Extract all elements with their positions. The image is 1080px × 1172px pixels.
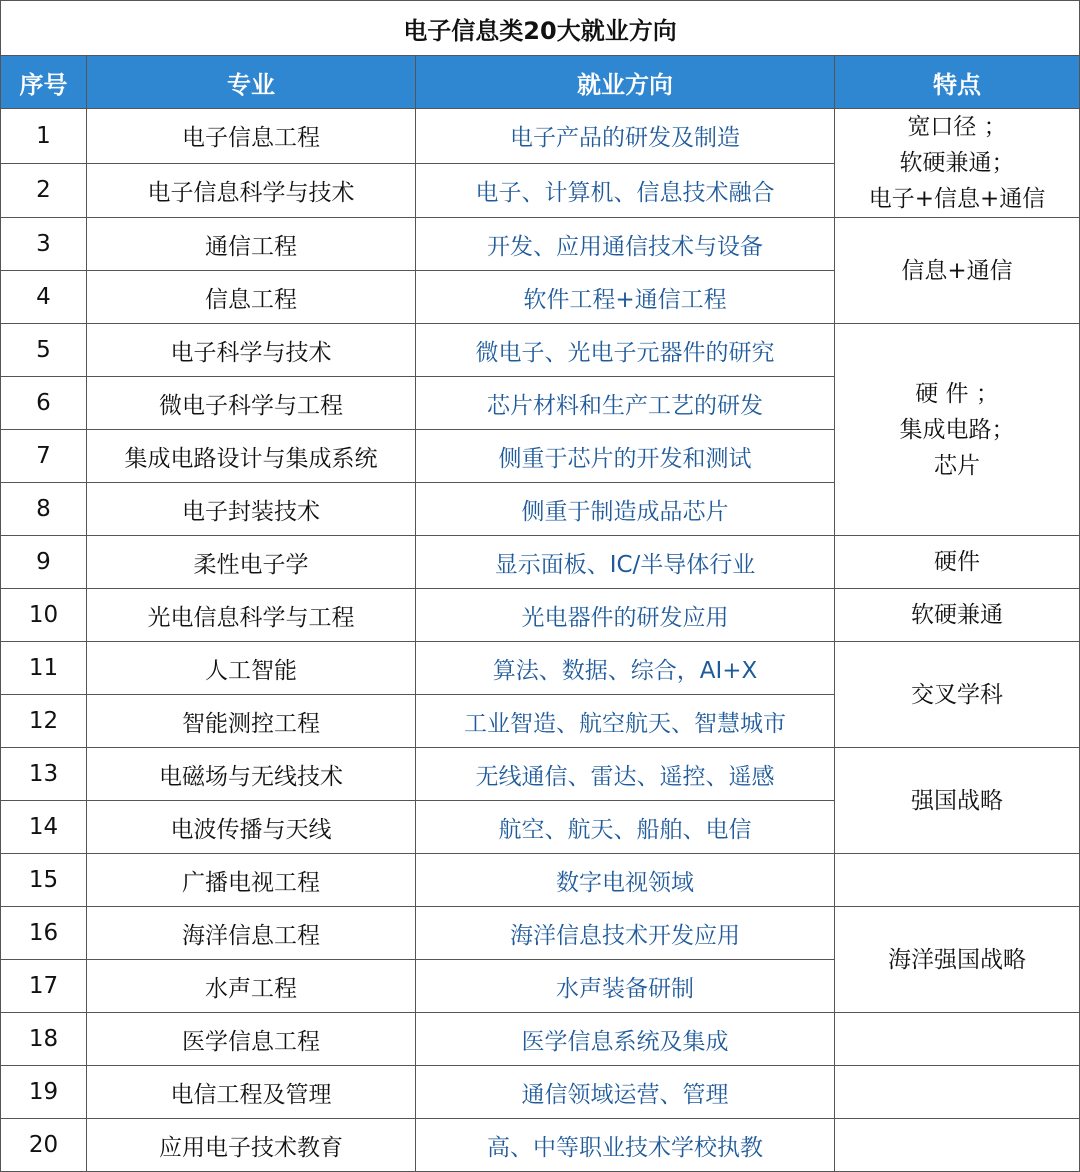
row-direction: 数字电视领域	[416, 854, 835, 907]
feature-cell	[835, 1066, 1080, 1119]
row-major: 电子封装技术	[87, 483, 416, 536]
table-row	[1, 1013, 1080, 1066]
table-row	[1, 854, 1080, 907]
row-direction: 芯片材料和生产工艺的研发	[416, 377, 835, 430]
row-major: 集成电路设计与集成系统	[87, 430, 416, 483]
row-major: 光电信息科学与工程	[87, 589, 416, 642]
row-number: 8	[1, 483, 87, 536]
row-number: 11	[1, 642, 87, 695]
row-number: 20	[1, 1119, 87, 1172]
row-major: 电子信息工程	[87, 109, 416, 164]
row-major: 电信工程及管理	[87, 1066, 416, 1119]
feature-cell: 海洋强国战略	[835, 907, 1080, 1013]
row-direction: 软件工程+通信工程	[416, 271, 835, 324]
row-major: 水声工程	[87, 960, 416, 1013]
row-direction: 工业智造、航空航天、智慧城市	[416, 695, 835, 748]
feature-cell: 软硬兼通	[835, 589, 1080, 642]
row-direction: 侧重于芯片的开发和测试	[416, 430, 835, 483]
row-direction: 微电子、光电子元器件的研究	[416, 324, 835, 377]
feature-line: 集成电路；	[899, 416, 1015, 443]
feature-line: 宽口径 ；	[907, 114, 1007, 140]
row-direction: 航空、航天、船舶、电信	[416, 801, 835, 854]
row-direction: 侧重于制造成品芯片	[416, 483, 835, 536]
row-number: 19	[1, 1066, 87, 1119]
row-number: 18	[1, 1013, 87, 1066]
row-direction: 无线通信、雷达、遥控、遥感	[416, 748, 835, 801]
row-major: 通信工程	[87, 218, 416, 271]
row-number: 15	[1, 854, 87, 907]
row-direction: 高、中等职业技术学校执教	[416, 1119, 835, 1172]
feature-line: 软硬兼通；	[899, 150, 1015, 176]
row-direction: 医学信息系统及集成	[416, 1013, 835, 1066]
row-major: 医学信息工程	[87, 1013, 416, 1066]
feature-cell: 交叉学科	[835, 642, 1080, 748]
row-number: 9	[1, 536, 87, 589]
row-direction: 海洋信息技术开发应用	[416, 907, 835, 960]
row-major: 智能测控工程	[87, 695, 416, 748]
row-number: 10	[1, 589, 87, 642]
row-direction: 电子、计算机、信息技术融合	[416, 163, 835, 218]
table-row	[1, 589, 1080, 642]
row-number: 16	[1, 907, 87, 960]
row-direction: 光电器件的研发应用	[416, 589, 835, 642]
row-number: 13	[1, 748, 87, 801]
table-row	[1, 218, 1080, 271]
header-index: 序号	[1, 56, 87, 109]
row-major: 微电子科学与工程	[87, 377, 416, 430]
row-number: 2	[1, 163, 87, 218]
row-number: 12	[1, 695, 87, 748]
header-major: 专业	[87, 56, 416, 109]
feature-cell	[835, 854, 1080, 907]
row-major: 广播电视工程	[87, 854, 416, 907]
row-direction: 电子产品的研发及制造	[416, 109, 835, 164]
row-major: 电子科学与技术	[87, 324, 416, 377]
row-number: 6	[1, 377, 87, 430]
feature-cell	[835, 109, 1080, 218]
feature-line: 芯片	[934, 452, 981, 479]
table-row	[1, 1066, 1080, 1119]
header-direction: 就业方向	[416, 56, 835, 109]
row-major: 柔性电子学	[87, 536, 416, 589]
table-row	[1, 748, 1080, 801]
row-direction: 算法、数据、综合，AI+X	[416, 642, 835, 695]
table-row	[1, 536, 1080, 589]
table-row	[1, 907, 1080, 960]
header-row	[1, 56, 1080, 109]
feature-cell	[835, 324, 1080, 536]
feature-line: 电子+信息+通信	[868, 186, 1046, 212]
feature-cell	[835, 1119, 1080, 1172]
row-major: 电磁场与无线技术	[87, 748, 416, 801]
feature-cell: 硬件	[835, 536, 1080, 589]
feature-cell	[835, 1013, 1080, 1066]
row-major: 海洋信息工程	[87, 907, 416, 960]
row-direction: 水声装备研制	[416, 960, 835, 1013]
row-major: 应用电子技术教育	[87, 1119, 416, 1172]
row-major: 信息工程	[87, 271, 416, 324]
row-major: 电波传播与天线	[87, 801, 416, 854]
row-major: 电子信息科学与技术	[87, 163, 416, 218]
row-number: 4	[1, 271, 87, 324]
title-row	[1, 1, 1080, 56]
row-number: 1	[1, 109, 87, 164]
row-major: 人工智能	[87, 642, 416, 695]
row-direction: 开发、应用通信技术与设备	[416, 218, 835, 271]
row-number: 3	[1, 218, 87, 271]
feature-cell: 信息+通信	[835, 218, 1080, 324]
header-feature: 特点	[835, 56, 1080, 109]
row-direction: 显示面板、IC/半导体行业	[416, 536, 835, 589]
row-number: 14	[1, 801, 87, 854]
feature-line: 硬 件 ；	[915, 380, 999, 407]
table-row	[1, 642, 1080, 695]
row-number: 5	[1, 324, 87, 377]
feature-cell: 强国战略	[835, 748, 1080, 854]
table-title: 电子信息类20大就业方向	[1, 1, 1080, 56]
table-row	[1, 324, 1080, 377]
row-direction: 通信领域运营、管理	[416, 1066, 835, 1119]
table-row	[1, 109, 1080, 164]
row-number: 17	[1, 960, 87, 1013]
row-number: 7	[1, 430, 87, 483]
table-row	[1, 1119, 1080, 1172]
